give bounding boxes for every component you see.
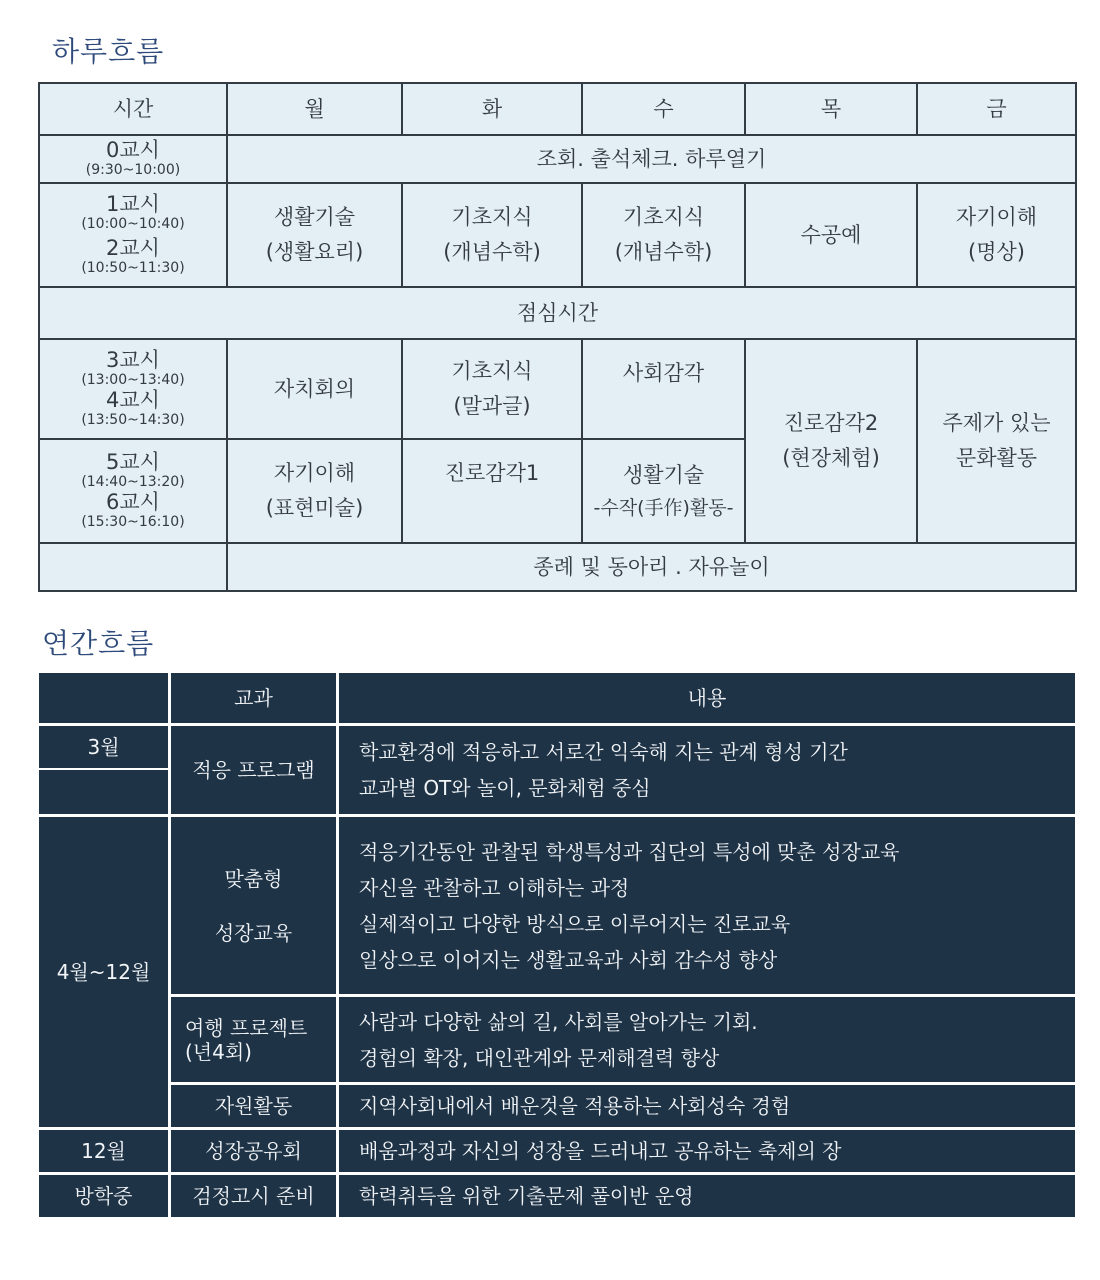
period-4-label: 4교시 xyxy=(106,388,160,412)
content-cell xyxy=(338,996,1077,1084)
subject-cell xyxy=(170,996,338,1084)
content-cell xyxy=(338,1084,1077,1129)
thu-afternoon-class xyxy=(745,339,917,543)
header-wed: 수 xyxy=(582,83,745,135)
content-line: 일상으로 이어지는 생활교육과 사회 감수성 향상 xyxy=(359,947,778,972)
period-2-label: 2교시 xyxy=(106,236,160,260)
content-line: 교과별 OT와 놀이, 문화체험 중심 xyxy=(359,776,651,800)
thu-morning-class xyxy=(745,183,917,287)
wed-morning-class xyxy=(582,183,745,287)
month-cell: 12월 xyxy=(38,1129,170,1174)
fri-morning-class xyxy=(917,183,1076,287)
month-cell: 4월~12월 xyxy=(38,816,170,1129)
class-detail: (명상) xyxy=(968,240,1025,264)
lunch-row xyxy=(39,287,1076,339)
annual-row-travel xyxy=(38,996,1077,1084)
content-line: 실제적이고 다양한 방식으로 이루어지는 진로교육 xyxy=(359,911,791,936)
content-line: 학력취득을 위한 기출문제 풀이반 운영 xyxy=(359,1184,694,1208)
subject-line: 여행 프로젝트 xyxy=(185,1015,308,1040)
lunch-cell: 점심시간 xyxy=(39,287,1076,339)
subject-cell xyxy=(170,816,338,996)
mon-late-class xyxy=(227,439,402,543)
subject-cell: 검정고시 준비 xyxy=(170,1174,338,1219)
class-name: 자치회의 xyxy=(273,376,356,401)
class-name: 생활기술 xyxy=(273,205,356,230)
content-line: 사람과 다양한 삶의 길, 사회를 알아가는 기회. xyxy=(359,1009,758,1034)
subject-line: (년4회) xyxy=(185,1039,252,1064)
content-cell xyxy=(338,725,1077,816)
class-detail: -수작(手作)활동- xyxy=(593,496,734,519)
class-name: 수공예 xyxy=(800,222,862,247)
period-6-label: 6교시 xyxy=(106,490,160,514)
period-0-cell xyxy=(39,135,227,183)
annual-schedule-table xyxy=(36,670,1078,1220)
period-1-2-row xyxy=(39,183,1076,287)
annual-flow-title: 연간흐름 xyxy=(42,627,155,660)
header-time: 시간 xyxy=(39,83,227,135)
header-fri: 금 xyxy=(917,83,1076,135)
period-5-time: (14:40~13:20) xyxy=(81,474,185,491)
month-cell xyxy=(38,725,170,816)
annual-row-custom xyxy=(38,816,1077,996)
mon-morning-class xyxy=(227,183,402,287)
period-1-label: 1교시 xyxy=(106,192,160,217)
header-thu: 목 xyxy=(745,83,917,135)
tue-afternoon-class xyxy=(402,339,582,439)
wed-afternoon-class xyxy=(582,339,745,439)
content-cell xyxy=(338,816,1077,996)
fri-afternoon-class xyxy=(917,339,1076,543)
month-blank xyxy=(39,770,168,814)
content-line: 경험의 확장, 대인관계와 문제해결력 향상 xyxy=(359,1045,720,1070)
content-line: 학교환경에 적응하고 서로간 익숙해 지는 관계 형성 기간 xyxy=(359,740,848,764)
period-1-2-cell xyxy=(39,183,227,287)
wed-late-class xyxy=(582,439,745,543)
subject-cell: 적응 프로그램 xyxy=(170,725,338,816)
header-subject: 교과 xyxy=(170,672,338,725)
daily-flow-title: 하루흐름 xyxy=(52,35,165,68)
content-line: 배움과정과 자신의 성장을 드러내고 공유하는 축제의 장 xyxy=(359,1139,842,1163)
header-month xyxy=(38,672,170,725)
morning-assembly-cell: 조회. 출석체크. 하루열기 xyxy=(227,135,1076,183)
header-row xyxy=(39,83,1076,135)
class-name: 사회감각 xyxy=(622,361,705,385)
class-name: 기초지식 xyxy=(451,359,533,384)
class-name: 주제가 있는 xyxy=(942,411,1051,436)
period-3-4-row xyxy=(39,339,1076,439)
class-name: 생활기술 xyxy=(622,463,705,487)
mon-afternoon-class xyxy=(227,339,402,439)
subject-line: 맞춤형 xyxy=(224,866,283,891)
tue-morning-class xyxy=(402,183,582,287)
period-0-row xyxy=(39,135,1076,183)
header-content: 내용 xyxy=(338,672,1077,725)
header-tue: 화 xyxy=(402,83,582,135)
content-line: 지역사회내에서 배운것을 적용하는 사회성숙 경험 xyxy=(359,1094,791,1118)
class-detail: (표현미술) xyxy=(265,496,364,520)
content-line: 적응기간동안 관찰된 학생특성과 집단의 특성에 맞춘 성장교육 xyxy=(359,839,900,864)
period-3-time: (13:00~13:40) xyxy=(81,372,185,389)
class-detail: (말과글) xyxy=(453,394,531,418)
content-cell xyxy=(338,1129,1077,1174)
class-detail: (생활요리) xyxy=(265,240,364,264)
annual-row-vacation xyxy=(38,1174,1077,1219)
class-name: 기초지식 xyxy=(451,205,533,230)
class-detail: (개념수학) xyxy=(443,240,541,264)
content-cell xyxy=(338,1174,1077,1219)
closing-row xyxy=(39,543,1076,591)
annual-header-row xyxy=(38,672,1077,725)
class-name: 기초지식 xyxy=(622,205,705,230)
period-6-time: (15:30~16:10) xyxy=(81,514,185,531)
subject-cell: 자원활동 xyxy=(170,1084,338,1129)
class-name: 진로감각2 xyxy=(783,411,879,436)
period-4-time: (13:50~14:30) xyxy=(81,412,185,429)
period-5-label: 5교시 xyxy=(106,450,160,475)
subject-line: 성장교육 xyxy=(214,920,293,945)
subject-cell: 성장공유회 xyxy=(170,1129,338,1174)
tue-late-class xyxy=(402,439,582,543)
closing-time-cell xyxy=(39,543,227,591)
period-5-6-cell xyxy=(39,439,227,543)
annual-row-march xyxy=(38,725,1077,816)
class-detail: 문화활동 xyxy=(955,446,1038,470)
period-3-4-cell xyxy=(39,339,227,439)
annual-row-december xyxy=(38,1129,1077,1174)
month-cell: 방학중 xyxy=(38,1174,170,1219)
period-0-label: 0교시 xyxy=(106,138,160,163)
period-2-time: (10:50~11:30) xyxy=(81,260,185,277)
period-1-time: (10:00~10:40) xyxy=(81,216,185,233)
closing-cell: 종례 및 동아리 . 자유놀이 xyxy=(227,543,1076,591)
month-label: 3월 xyxy=(39,726,168,770)
period-3-label: 3교시 xyxy=(106,348,160,373)
class-name: 자기이해 xyxy=(273,461,356,486)
period-0-time: (9:30~10:00) xyxy=(85,162,181,179)
header-mon: 월 xyxy=(227,83,402,135)
annual-row-volunteer xyxy=(38,1084,1077,1129)
class-detail: (현장체험) xyxy=(782,446,880,470)
class-detail: (개념수학) xyxy=(614,240,713,264)
class-name: 진로감각1 xyxy=(444,461,540,485)
daily-schedule-table xyxy=(38,82,1077,592)
class-name: 자기이해 xyxy=(955,205,1038,230)
content-line: 자신을 관찰하고 이해하는 과정 xyxy=(359,875,630,900)
